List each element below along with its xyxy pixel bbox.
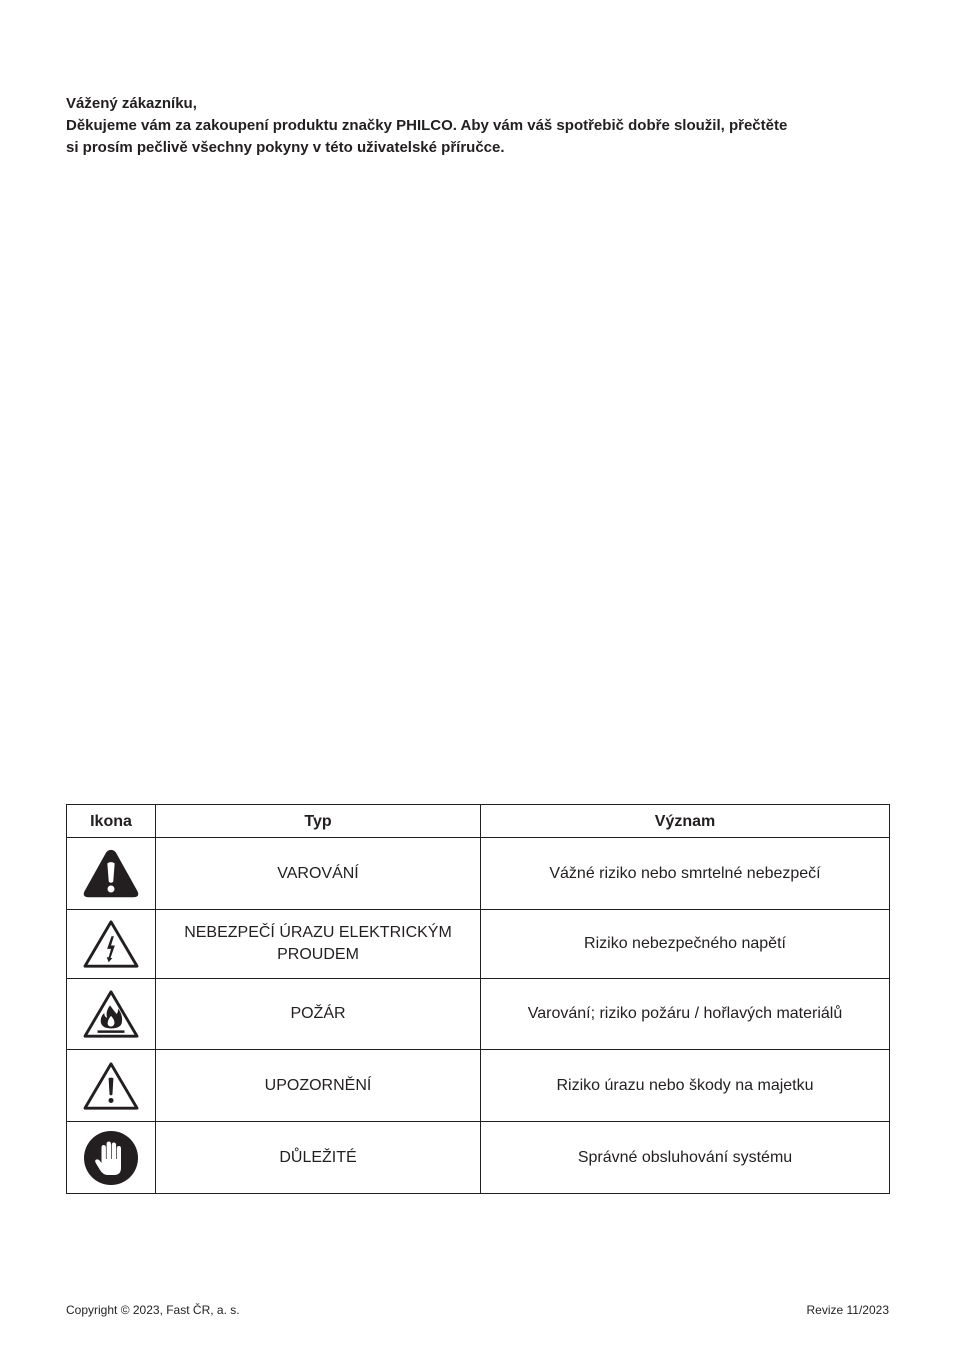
caution-icon	[82, 1060, 140, 1112]
table-row	[67, 910, 890, 979]
header-type: Typ	[156, 805, 481, 838]
icon-cell	[67, 1050, 156, 1122]
intro-line-1: Děkujeme vám za zakoupení produktu značky PHILCO. Aby vám váš spotřebič dobře sloužil, přečtěte	[66, 117, 788, 134]
fire-icon	[82, 988, 140, 1040]
type-cell: NEBEZPEČÍ ÚRAZU ELEKTRICKÝM PROUDEM	[156, 910, 481, 979]
electric-shock-icon	[82, 918, 140, 970]
copyright-text: Copyright © 2023, Fast ČR, a. s.	[66, 1303, 240, 1317]
table-row	[67, 1050, 890, 1122]
icon-cell	[67, 838, 156, 910]
revision-text: Revize 11/2023	[806, 1303, 889, 1317]
meaning-cell: Správné obsluhování systému	[481, 1122, 890, 1194]
table-header-row	[67, 805, 890, 838]
type-cell: UPOZORNĚNÍ	[156, 1050, 481, 1122]
table-row	[67, 979, 890, 1050]
icon-cell	[67, 910, 156, 979]
table-row	[67, 1122, 890, 1194]
meaning-cell: Riziko úrazu nebo škody na majetku	[481, 1050, 890, 1122]
greeting: Vážený zákazníku,	[66, 95, 197, 112]
intro-text	[66, 93, 916, 159]
icon-cell	[67, 979, 156, 1050]
safety-symbols-table	[66, 804, 890, 1194]
important-hand-icon	[83, 1130, 139, 1186]
header-icon: Ikona	[67, 805, 156, 838]
intro-line-2: si prosím pečlivě všechny pokyny v této uživatelské příručce.	[66, 139, 505, 156]
warning-filled-icon	[82, 847, 140, 901]
type-cell: VAROVÁNÍ	[156, 838, 481, 910]
type-cell: DŮLEŽITÉ	[156, 1122, 481, 1194]
meaning-cell: Vážné riziko nebo smrtelné nebezpečí	[481, 838, 890, 910]
header-meaning: Význam	[481, 805, 890, 838]
table-row	[67, 838, 890, 910]
type-cell: POŽÁR	[156, 979, 481, 1050]
meaning-cell: Varování; riziko požáru / hořlavých materiálů	[481, 979, 890, 1050]
meaning-cell: Riziko nebezpečného napětí	[481, 910, 890, 979]
icon-cell	[67, 1122, 156, 1194]
